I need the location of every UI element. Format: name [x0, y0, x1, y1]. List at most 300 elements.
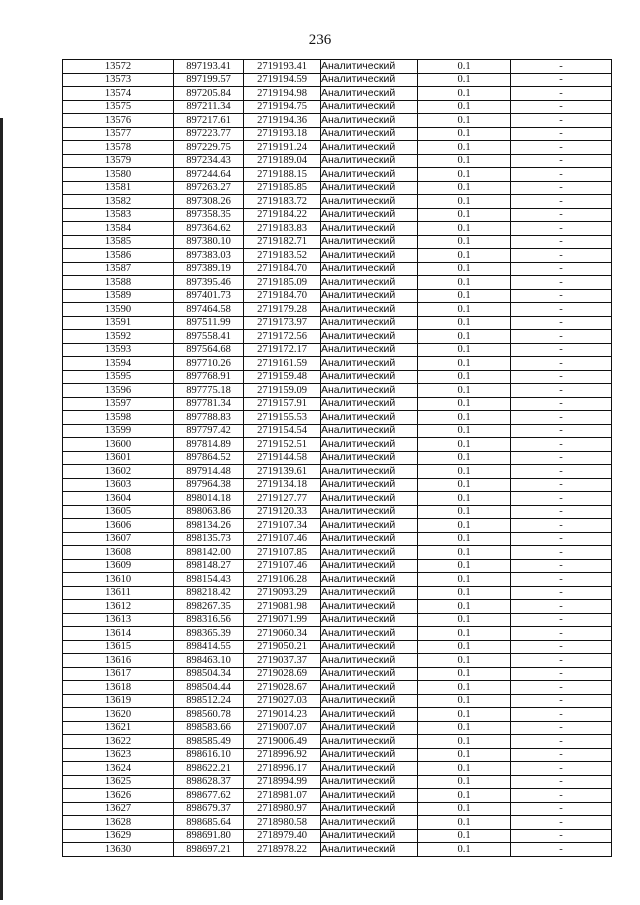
table-row	[63, 694, 612, 708]
method-cell: Аналитический	[321, 465, 418, 479]
method-cell: Аналитический	[321, 748, 418, 762]
x-coordinate-cell: 898679.37	[174, 802, 244, 816]
point-number-cell: 13593	[63, 343, 174, 357]
point-number-cell: 13623	[63, 748, 174, 762]
note-cell: -	[511, 100, 612, 114]
table-row	[63, 370, 612, 384]
note-cell: -	[511, 235, 612, 249]
method-cell: Аналитический	[321, 694, 418, 708]
method-cell: Аналитический	[321, 546, 418, 560]
table-row	[63, 181, 612, 195]
x-coordinate-cell: 898512.24	[174, 694, 244, 708]
note-cell: -	[511, 748, 612, 762]
y-coordinate-cell: 2719172.56	[244, 330, 321, 344]
x-coordinate-cell: 897389.19	[174, 262, 244, 276]
table-row	[63, 654, 612, 668]
x-coordinate-cell: 898316.56	[174, 613, 244, 627]
method-cell: Аналитический	[321, 181, 418, 195]
y-coordinate-cell: 2719127.77	[244, 492, 321, 506]
accuracy-cell: 0.1	[418, 573, 511, 587]
x-coordinate-cell: 898267.35	[174, 600, 244, 614]
table-row	[63, 208, 612, 222]
point-number-cell: 13586	[63, 249, 174, 263]
accuracy-cell: 0.1	[418, 816, 511, 830]
method-cell: Аналитический	[321, 384, 418, 398]
method-cell: Аналитический	[321, 721, 418, 735]
point-number-cell: 13614	[63, 627, 174, 641]
x-coordinate-cell: 897395.46	[174, 276, 244, 290]
note-cell: -	[511, 154, 612, 168]
y-coordinate-cell: 2719106.28	[244, 573, 321, 587]
point-number-cell: 13620	[63, 708, 174, 722]
method-cell: Аналитический	[321, 208, 418, 222]
x-coordinate-cell: 897511.99	[174, 316, 244, 330]
y-coordinate-cell: 2719006.49	[244, 735, 321, 749]
note-cell: -	[511, 573, 612, 587]
accuracy-cell: 0.1	[418, 681, 511, 695]
table-row	[63, 73, 612, 87]
method-cell: Аналитический	[321, 195, 418, 209]
table-row	[63, 100, 612, 114]
method-cell: Аналитический	[321, 586, 418, 600]
accuracy-cell: 0.1	[418, 451, 511, 465]
note-cell: -	[511, 222, 612, 236]
y-coordinate-cell: 2719157.91	[244, 397, 321, 411]
x-coordinate-cell: 897788.83	[174, 411, 244, 425]
note-cell: -	[511, 586, 612, 600]
x-coordinate-cell: 897364.62	[174, 222, 244, 236]
method-cell: Аналитический	[321, 343, 418, 357]
table-row	[63, 492, 612, 506]
y-coordinate-cell: 2719179.28	[244, 303, 321, 317]
y-coordinate-cell: 2719037.37	[244, 654, 321, 668]
y-coordinate-cell: 2719144.58	[244, 451, 321, 465]
method-cell: Аналитический	[321, 654, 418, 668]
note-cell: -	[511, 762, 612, 776]
table-row	[63, 357, 612, 371]
note-cell: -	[511, 181, 612, 195]
table-row	[63, 114, 612, 128]
binding-edge-mark	[0, 118, 3, 900]
method-cell: Аналитический	[321, 168, 418, 182]
table-row	[63, 735, 612, 749]
x-coordinate-cell: 897211.34	[174, 100, 244, 114]
method-cell: Аналитический	[321, 708, 418, 722]
note-cell: -	[511, 559, 612, 573]
method-cell: Аналитический	[321, 789, 418, 803]
x-coordinate-cell: 897864.52	[174, 451, 244, 465]
x-coordinate-cell: 898365.39	[174, 627, 244, 641]
y-coordinate-cell: 2718980.58	[244, 816, 321, 830]
note-cell: -	[511, 370, 612, 384]
note-cell: -	[511, 775, 612, 789]
note-cell: -	[511, 816, 612, 830]
table-row	[63, 505, 612, 519]
table-row	[63, 262, 612, 276]
x-coordinate-cell: 897199.57	[174, 73, 244, 87]
note-cell: -	[511, 438, 612, 452]
note-cell: -	[511, 397, 612, 411]
y-coordinate-cell: 2719155.53	[244, 411, 321, 425]
y-coordinate-cell: 2719194.98	[244, 87, 321, 101]
point-number-cell: 13616	[63, 654, 174, 668]
y-coordinate-cell: 2719172.17	[244, 343, 321, 357]
table-row	[63, 532, 612, 546]
table-row	[63, 235, 612, 249]
method-cell: Аналитический	[321, 411, 418, 425]
y-coordinate-cell: 2719134.18	[244, 478, 321, 492]
method-cell: Аналитический	[321, 802, 418, 816]
note-cell: -	[511, 721, 612, 735]
point-number-cell: 13606	[63, 519, 174, 533]
method-cell: Аналитический	[321, 73, 418, 87]
y-coordinate-cell: 2719007.07	[244, 721, 321, 735]
table-row	[63, 316, 612, 330]
point-number-cell: 13617	[63, 667, 174, 681]
x-coordinate-cell: 898148.27	[174, 559, 244, 573]
point-number-cell: 13574	[63, 87, 174, 101]
y-coordinate-cell: 2719194.36	[244, 114, 321, 128]
point-number-cell: 13628	[63, 816, 174, 830]
y-coordinate-cell: 2719185.09	[244, 276, 321, 290]
y-coordinate-cell: 2718994.99	[244, 775, 321, 789]
method-cell: Аналитический	[321, 303, 418, 317]
y-coordinate-cell: 2719159.48	[244, 370, 321, 384]
accuracy-cell: 0.1	[418, 640, 511, 654]
table-row	[63, 168, 612, 182]
note-cell: -	[511, 681, 612, 695]
accuracy-cell: 0.1	[418, 397, 511, 411]
accuracy-cell: 0.1	[418, 559, 511, 573]
y-coordinate-cell: 2719183.52	[244, 249, 321, 263]
method-cell: Аналитический	[321, 735, 418, 749]
x-coordinate-cell: 898691.80	[174, 829, 244, 843]
note-cell: -	[511, 519, 612, 533]
point-number-cell: 13592	[63, 330, 174, 344]
x-coordinate-cell: 898014.18	[174, 492, 244, 506]
table-row	[63, 249, 612, 263]
accuracy-cell: 0.1	[418, 154, 511, 168]
method-cell: Аналитический	[321, 397, 418, 411]
x-coordinate-cell: 898622.21	[174, 762, 244, 776]
x-coordinate-cell: 897914.48	[174, 465, 244, 479]
accuracy-cell: 0.1	[418, 438, 511, 452]
table-row	[63, 330, 612, 344]
note-cell: -	[511, 667, 612, 681]
method-cell: Аналитический	[321, 532, 418, 546]
method-cell: Аналитический	[321, 154, 418, 168]
y-coordinate-cell: 2719028.67	[244, 681, 321, 695]
accuracy-cell: 0.1	[418, 424, 511, 438]
note-cell: -	[511, 546, 612, 560]
note-cell: -	[511, 451, 612, 465]
point-number-cell: 13625	[63, 775, 174, 789]
note-cell: -	[511, 627, 612, 641]
y-coordinate-cell: 2719173.97	[244, 316, 321, 330]
method-cell: Аналитический	[321, 519, 418, 533]
accuracy-cell: 0.1	[418, 249, 511, 263]
y-coordinate-cell: 2719184.70	[244, 289, 321, 303]
x-coordinate-cell: 897768.91	[174, 370, 244, 384]
table-row	[63, 775, 612, 789]
note-cell: -	[511, 735, 612, 749]
point-number-cell: 13597	[63, 397, 174, 411]
table-row	[63, 586, 612, 600]
note-cell: -	[511, 654, 612, 668]
x-coordinate-cell: 897464.58	[174, 303, 244, 317]
method-cell: Аналитический	[321, 613, 418, 627]
table-row	[63, 411, 612, 425]
point-number-cell: 13612	[63, 600, 174, 614]
accuracy-cell: 0.1	[418, 667, 511, 681]
note-cell: -	[511, 249, 612, 263]
method-cell: Аналитический	[321, 60, 418, 74]
note-cell: -	[511, 316, 612, 330]
y-coordinate-cell: 2718980.97	[244, 802, 321, 816]
point-number-cell: 13601	[63, 451, 174, 465]
method-cell: Аналитический	[321, 100, 418, 114]
table-row	[63, 519, 612, 533]
accuracy-cell: 0.1	[418, 100, 511, 114]
table-row	[63, 573, 612, 587]
point-number-cell: 13602	[63, 465, 174, 479]
point-number-cell: 13626	[63, 789, 174, 803]
note-cell: -	[511, 640, 612, 654]
note-cell: -	[511, 262, 612, 276]
point-number-cell: 13573	[63, 73, 174, 87]
method-cell: Аналитический	[321, 829, 418, 843]
point-number-cell: 13581	[63, 181, 174, 195]
table-row	[63, 303, 612, 317]
note-cell: -	[511, 424, 612, 438]
note-cell: -	[511, 384, 612, 398]
accuracy-cell: 0.1	[418, 789, 511, 803]
accuracy-cell: 0.1	[418, 87, 511, 101]
x-coordinate-cell: 898218.42	[174, 586, 244, 600]
note-cell: -	[511, 127, 612, 141]
y-coordinate-cell: 2719071.99	[244, 613, 321, 627]
point-number-cell: 13615	[63, 640, 174, 654]
x-coordinate-cell: 897234.43	[174, 154, 244, 168]
table-row	[63, 384, 612, 398]
x-coordinate-cell: 898414.55	[174, 640, 244, 654]
note-cell: -	[511, 694, 612, 708]
point-number-cell: 13629	[63, 829, 174, 843]
point-number-cell: 13599	[63, 424, 174, 438]
table-row	[63, 816, 612, 830]
x-coordinate-cell: 897205.84	[174, 87, 244, 101]
method-cell: Аналитический	[321, 573, 418, 587]
table-row	[63, 465, 612, 479]
page-number: 236	[308, 32, 332, 48]
y-coordinate-cell: 2718996.17	[244, 762, 321, 776]
table-row	[63, 154, 612, 168]
x-coordinate-cell: 897964.38	[174, 478, 244, 492]
accuracy-cell: 0.1	[418, 478, 511, 492]
y-coordinate-cell: 2719014.23	[244, 708, 321, 722]
method-cell: Аналитический	[321, 316, 418, 330]
accuracy-cell: 0.1	[418, 73, 511, 87]
note-cell: -	[511, 411, 612, 425]
x-coordinate-cell: 898628.37	[174, 775, 244, 789]
y-coordinate-cell: 2719107.46	[244, 532, 321, 546]
note-cell: -	[511, 114, 612, 128]
y-coordinate-cell: 2718978.22	[244, 843, 321, 857]
y-coordinate-cell: 2718981.07	[244, 789, 321, 803]
point-number-cell: 13590	[63, 303, 174, 317]
table-row	[63, 478, 612, 492]
table-row	[63, 438, 612, 452]
point-number-cell: 13618	[63, 681, 174, 695]
x-coordinate-cell: 897775.18	[174, 384, 244, 398]
y-coordinate-cell: 2719189.04	[244, 154, 321, 168]
method-cell: Аналитический	[321, 762, 418, 776]
x-coordinate-cell: 897781.34	[174, 397, 244, 411]
accuracy-cell: 0.1	[418, 222, 511, 236]
method-cell: Аналитический	[321, 235, 418, 249]
point-number-cell: 13621	[63, 721, 174, 735]
method-cell: Аналитический	[321, 478, 418, 492]
point-number-cell: 13594	[63, 357, 174, 371]
accuracy-cell: 0.1	[418, 127, 511, 141]
point-number-cell: 13577	[63, 127, 174, 141]
x-coordinate-cell: 897710.26	[174, 357, 244, 371]
accuracy-cell: 0.1	[418, 141, 511, 155]
note-cell: -	[511, 492, 612, 506]
method-cell: Аналитический	[321, 843, 418, 857]
y-coordinate-cell: 2719028.69	[244, 667, 321, 681]
point-number-cell: 13575	[63, 100, 174, 114]
point-number-cell: 13610	[63, 573, 174, 587]
accuracy-cell: 0.1	[418, 843, 511, 857]
point-number-cell: 13596	[63, 384, 174, 398]
point-number-cell: 13576	[63, 114, 174, 128]
accuracy-cell: 0.1	[418, 505, 511, 519]
point-number-cell: 13624	[63, 762, 174, 776]
point-number-cell: 13607	[63, 532, 174, 546]
note-cell: -	[511, 843, 612, 857]
table-row	[63, 789, 612, 803]
table-row	[63, 627, 612, 641]
x-coordinate-cell: 898583.66	[174, 721, 244, 735]
accuracy-cell: 0.1	[418, 195, 511, 209]
x-coordinate-cell: 897564.68	[174, 343, 244, 357]
method-cell: Аналитический	[321, 289, 418, 303]
table-row	[63, 87, 612, 101]
note-cell: -	[511, 330, 612, 344]
x-coordinate-cell: 897401.73	[174, 289, 244, 303]
accuracy-cell: 0.1	[418, 114, 511, 128]
x-coordinate-cell: 897380.10	[174, 235, 244, 249]
method-cell: Аналитический	[321, 87, 418, 101]
x-coordinate-cell: 897383.03	[174, 249, 244, 263]
method-cell: Аналитический	[321, 222, 418, 236]
y-coordinate-cell: 2719193.41	[244, 60, 321, 74]
note-cell: -	[511, 141, 612, 155]
x-coordinate-cell: 897229.75	[174, 141, 244, 155]
accuracy-cell: 0.1	[418, 208, 511, 222]
table-row	[63, 748, 612, 762]
x-coordinate-cell: 898685.64	[174, 816, 244, 830]
x-coordinate-cell: 897814.89	[174, 438, 244, 452]
note-cell: -	[511, 87, 612, 101]
coordinates-table-body	[63, 60, 612, 857]
note-cell: -	[511, 343, 612, 357]
y-coordinate-cell: 2719081.98	[244, 600, 321, 614]
y-coordinate-cell: 2719182.71	[244, 235, 321, 249]
table-row	[63, 681, 612, 695]
accuracy-cell: 0.1	[418, 60, 511, 74]
point-number-cell: 13619	[63, 694, 174, 708]
note-cell: -	[511, 195, 612, 209]
x-coordinate-cell: 898697.21	[174, 843, 244, 857]
table-row	[63, 721, 612, 735]
method-cell: Аналитический	[321, 505, 418, 519]
accuracy-cell: 0.1	[418, 627, 511, 641]
method-cell: Аналитический	[321, 141, 418, 155]
note-cell: -	[511, 802, 612, 816]
table-row	[63, 559, 612, 573]
accuracy-cell: 0.1	[418, 262, 511, 276]
y-coordinate-cell: 2719183.72	[244, 195, 321, 209]
method-cell: Аналитический	[321, 357, 418, 371]
note-cell: -	[511, 289, 612, 303]
point-number-cell: 13579	[63, 154, 174, 168]
method-cell: Аналитический	[321, 370, 418, 384]
y-coordinate-cell: 2719161.59	[244, 357, 321, 371]
method-cell: Аналитический	[321, 127, 418, 141]
accuracy-cell: 0.1	[418, 600, 511, 614]
accuracy-cell: 0.1	[418, 465, 511, 479]
x-coordinate-cell: 897244.64	[174, 168, 244, 182]
table-row	[63, 195, 612, 209]
accuracy-cell: 0.1	[418, 303, 511, 317]
point-number-cell: 13600	[63, 438, 174, 452]
method-cell: Аналитический	[321, 816, 418, 830]
accuracy-cell: 0.1	[418, 370, 511, 384]
point-number-cell: 13598	[63, 411, 174, 425]
point-number-cell: 13582	[63, 195, 174, 209]
accuracy-cell: 0.1	[418, 532, 511, 546]
x-coordinate-cell: 898463.10	[174, 654, 244, 668]
point-number-cell: 13605	[63, 505, 174, 519]
accuracy-cell: 0.1	[418, 613, 511, 627]
y-coordinate-cell: 2719027.03	[244, 694, 321, 708]
accuracy-cell: 0.1	[418, 181, 511, 195]
accuracy-cell: 0.1	[418, 708, 511, 722]
point-number-cell: 13609	[63, 559, 174, 573]
y-coordinate-cell: 2719188.15	[244, 168, 321, 182]
point-number-cell: 13627	[63, 802, 174, 816]
method-cell: Аналитический	[321, 262, 418, 276]
accuracy-cell: 0.1	[418, 411, 511, 425]
y-coordinate-cell: 2719107.34	[244, 519, 321, 533]
y-coordinate-cell: 2719159.09	[244, 384, 321, 398]
x-coordinate-cell: 898504.34	[174, 667, 244, 681]
point-number-cell: 13588	[63, 276, 174, 290]
note-cell: -	[511, 532, 612, 546]
accuracy-cell: 0.1	[418, 492, 511, 506]
note-cell: -	[511, 73, 612, 87]
x-coordinate-cell: 898560.78	[174, 708, 244, 722]
table-row	[63, 667, 612, 681]
accuracy-cell: 0.1	[418, 235, 511, 249]
note-cell: -	[511, 613, 612, 627]
note-cell: -	[511, 829, 612, 843]
method-cell: Аналитический	[321, 438, 418, 452]
x-coordinate-cell: 898154.43	[174, 573, 244, 587]
accuracy-cell: 0.1	[418, 289, 511, 303]
